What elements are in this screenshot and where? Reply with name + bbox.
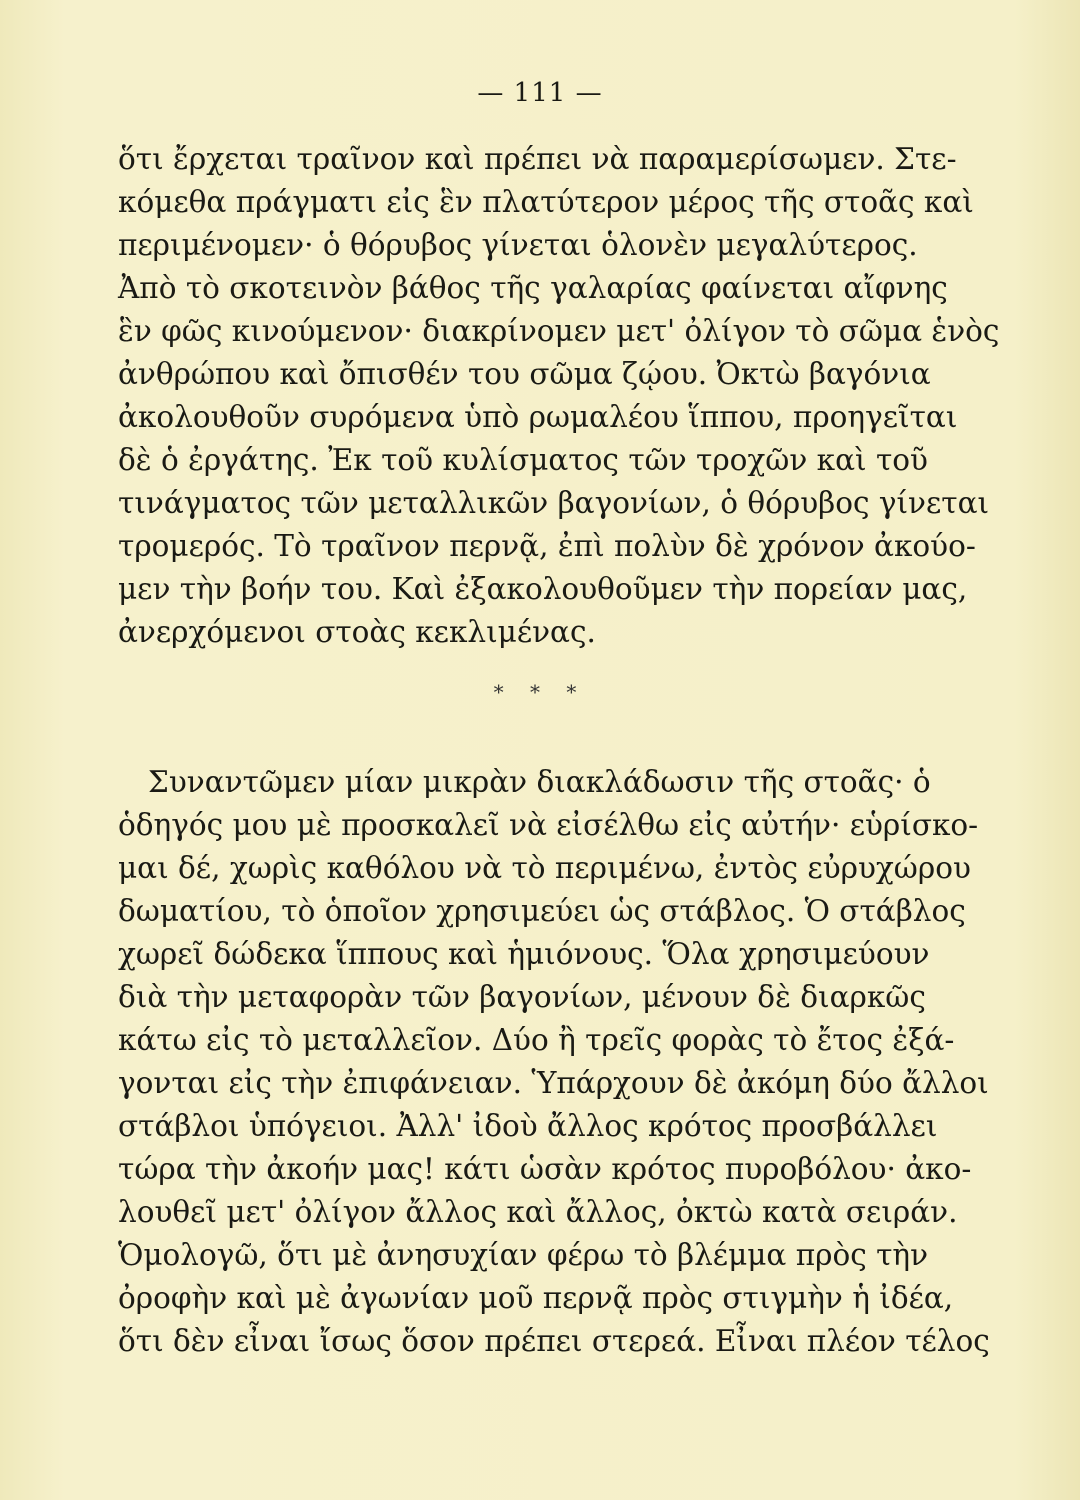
page-number: — 111 — — [477, 78, 603, 108]
text-line: γονται εἰς τὴν ἐπιφάνειαν. Ὑπάρχουν δὲ ἀκόμη δύο ἄλλοι — [118, 1066, 989, 1100]
text-line: Ἀπὸ τὸ σκοτεινὸν βάθος τῆς γαλαρίας φαίνεται αἴφνης — [118, 271, 948, 305]
text-line: περιμένομεν· ὁ θόρυβος γίνεται ὁλονὲν μεγαλύτερος. — [118, 228, 918, 262]
text-line: ἀνθρώπου καὶ ὄπισθέν του σῶμα ζῴου. Ὀκτὼ βαγόνια — [118, 357, 931, 391]
text-line: στάβλοι ὑπόγειοι. Ἀλλ' ἰδοὺ ἄλλος κρότος προσβάλλει — [118, 1109, 938, 1143]
section-separator: * * * — [493, 680, 587, 704]
paragraph-1 — [118, 138, 1000, 654]
text-line: δωματίου, τὸ ὁποῖον χρησιμεύει ὡς στάβλος. Ὁ στάβλος — [118, 894, 966, 928]
text-line: λουθεῖ μετ' ὀλίγον ἄλλος καὶ ἄλλος, ὀκτὼ κατὰ σειράν. — [118, 1195, 958, 1229]
text-line: μαι δέ, χωρὶς καθόλου νὰ τὸ περιμένω, ἐντὸς εὐρυχώρου — [118, 851, 971, 885]
text-line: κόμεθα πράγματι εἰς ἓν πλατύτερον μέρος τῆς στοᾶς καὶ — [118, 185, 974, 219]
text-line: Ὁμολογῶ, ὅτι μὲ ἀνησυχίαν φέρω τὸ βλέμμα πρὸς τὴν — [118, 1238, 929, 1272]
text-line: ὁδηγός μου μὲ προσκαλεῖ νὰ εἰσέλθω εἰς αὐτήν· εὑρίσκο- — [118, 808, 979, 842]
text-line: ἀνερχόμενοι στοὰς κεκλιμένας. — [118, 615, 596, 649]
text-line: τώρα τὴν ἀκοήν μας! κάτι ὡσὰν κρότος πυροβόλου· ἀκο- — [118, 1152, 972, 1186]
text-line: χωρεῖ δώδεκα ἵππους καὶ ἡμιόνους. Ὅλα χρησιμεύουν — [118, 937, 930, 971]
text-line: δὲ ὁ ἐργάτης. Ἐκ τοῦ κυλίσματος τῶν τροχῶν καὶ τοῦ — [118, 443, 928, 477]
text-line: ὀροφὴν καὶ μὲ ἀγωνίαν μοῦ περνᾷ πρὸς στιγμὴν ἡ ἰδέα, — [118, 1281, 954, 1315]
text-line: ἀκολουθοῦν συρόμενα ὑπὸ ρωμαλέου ἵππου, προηγεῖται — [118, 400, 958, 434]
text-line: διὰ τὴν μεταφορὰν τῶν βαγονίων, μένουν δὲ διαρκῶς — [118, 980, 926, 1014]
text-line: ὅτι δὲν εἶναι ἴσως ὅσον πρέπει στερεά. Εἶναι πλέον τέλος — [118, 1324, 990, 1358]
text-line: τινάγματος τῶν μεταλλικῶν βαγονίων, ὁ θόρυβος γίνεται — [118, 486, 990, 520]
text-line: ὅτι ἔρχεται τραῖνον καὶ πρέπει νὰ παραμερίσωμεν. Στε- — [118, 142, 957, 176]
text-line: κάτω εἰς τὸ μεταλλεῖον. Δύο ἢ τρεῖς φορὰς τὸ ἔτος ἐξά- — [118, 1023, 955, 1057]
text-line: τρομερός. Τὸ τραῖνον περνᾷ, ἐπὶ πολὺν δὲ χρόνον ἀκούο- — [118, 529, 976, 563]
text-line: μεν τὴν βοήν του. Καὶ ἐξακολουθοῦμεν τὴν πορείαν μας, — [118, 572, 968, 606]
text-line: ἓν φῶς κινούμενον· διακρίνομεν μετ' ὀλίγον τὸ σῶμα ἑνὸς — [118, 314, 1000, 348]
text-line: Συναντῶμεν μίαν μικρὰν διακλάδωσιν τῆς στοᾶς· ὁ — [148, 765, 931, 799]
paragraph-2 — [118, 761, 990, 1363]
